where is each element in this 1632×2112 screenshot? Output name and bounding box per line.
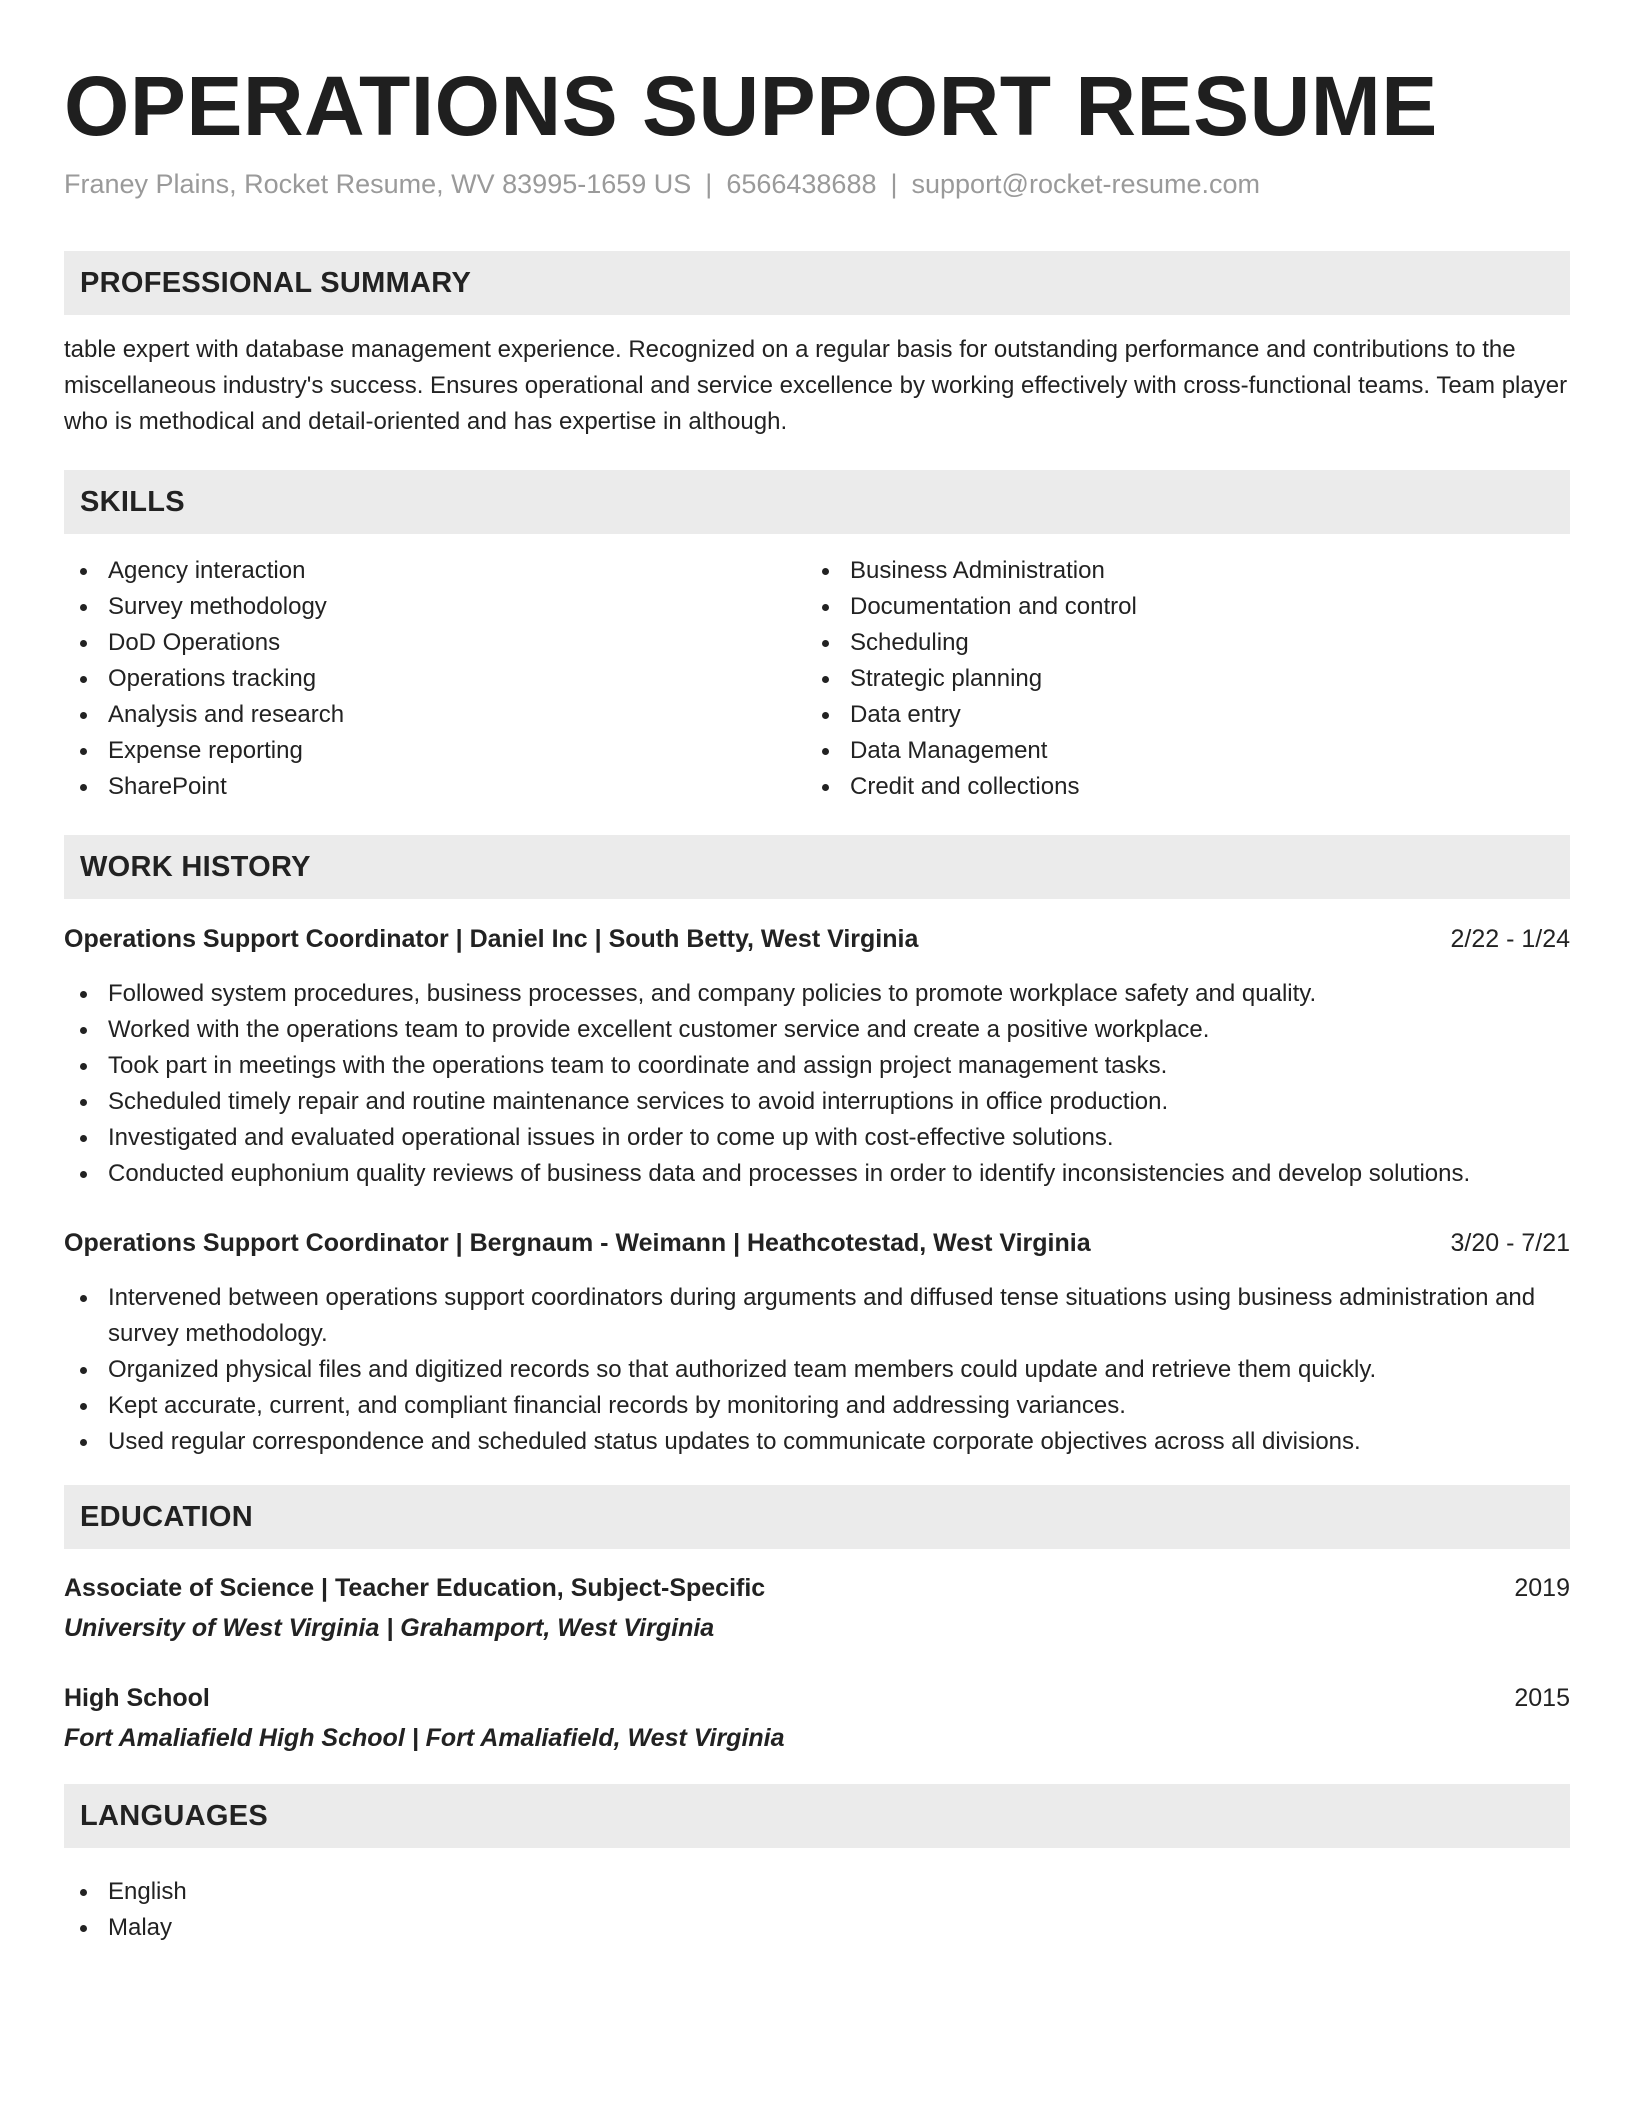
job-bullets	[64, 976, 1570, 1192]
job-dates: 3/20 - 7/21	[1450, 1229, 1570, 1257]
skill-item: Agency interaction	[64, 553, 804, 589]
skill-item: Operations tracking	[64, 661, 804, 697]
job-bullet: Took part in meetings with the operations team to coordinate and assign project management tasks.	[64, 1048, 1570, 1084]
job-bullet: Organized physical files and digitized records so that authorized team members could update and retrieve them quickly.	[64, 1352, 1570, 1388]
education-degree: Associate of Science | Teacher Education, Subject-Specific	[64, 1574, 766, 1602]
skill-item: Survey methodology	[64, 589, 804, 625]
contact-phone: 6566438688	[726, 169, 877, 199]
contact-separator: |	[890, 169, 898, 199]
job-bullet: Scheduled timely repair and routine maintenance services to avoid interruptions in office production.	[64, 1084, 1570, 1120]
education-school: Fort Amaliafield High School | Fort Amaliafield, West Virginia	[64, 1724, 785, 1752]
languages-list	[64, 1874, 664, 1946]
job-dates: 2/22 - 1/24	[1450, 925, 1570, 953]
contact-separator: |	[705, 169, 713, 199]
resume-title: OPERATIONS SUPPORT RESUME	[64, 59, 1438, 153]
language-item: Malay	[64, 1910, 664, 1946]
education-year: 2019	[1514, 1574, 1570, 1602]
job-bullet: Intervened between operations support coordinators during arguments and diffused tense situations using business administration and survey methodology.	[64, 1280, 1570, 1352]
education-heading-row	[64, 1680, 1570, 1716]
skill-item: SharePoint	[64, 769, 804, 805]
section-header-summary: PROFESSIONAL SUMMARY	[64, 251, 1570, 315]
section-header-education: EDUCATION	[64, 1485, 1570, 1549]
job-heading-row	[64, 1225, 1570, 1261]
skill-item: Scheduling	[806, 625, 1546, 661]
skill-item: Credit and collections	[806, 769, 1546, 805]
skill-item: Expense reporting	[64, 733, 804, 769]
skill-item: Data entry	[806, 697, 1546, 733]
skill-item: Strategic planning	[806, 661, 1546, 697]
skill-item: Analysis and research	[64, 697, 804, 733]
job-bullet: Investigated and evaluated operational issues in order to come up with cost-effective solutions.	[64, 1120, 1570, 1156]
job-heading: Operations Support Coordinator | Daniel Inc | South Betty, West Virginia	[64, 925, 919, 953]
skills-list-right	[806, 553, 1546, 805]
skill-item: DoD Operations	[64, 625, 804, 661]
job-heading-row	[64, 921, 1570, 957]
job-bullet: Kept accurate, current, and compliant financial records by monitoring and addressing variances.	[64, 1388, 1570, 1424]
job-bullet: Worked with the operations team to provide excellent customer service and create a positive workplace.	[64, 1012, 1570, 1048]
job-bullets	[64, 1280, 1570, 1460]
skills-list-left	[64, 553, 804, 805]
skill-item: Data Management	[806, 733, 1546, 769]
skill-item: Business Administration	[806, 553, 1546, 589]
job-bullet: Followed system procedures, business processes, and company policies to promote workplace safety and quality.	[64, 976, 1570, 1012]
language-item: English	[64, 1874, 664, 1910]
education-school: University of West Virginia | Grahamport, West Virginia	[64, 1614, 715, 1642]
job-heading: Operations Support Coordinator | Bergnaum - Weimann | Heathcotestad, West Virginia	[64, 1229, 1091, 1257]
section-header-work: WORK HISTORY	[64, 835, 1570, 899]
job-bullet: Conducted euphonium quality reviews of business data and processes in order to identify inconsistencies and develop solutions.	[64, 1156, 1570, 1192]
contact-email: support@rocket-resume.com	[911, 169, 1261, 199]
education-degree: High School	[64, 1684, 210, 1712]
job-bullet: Used regular correspondence and scheduled status updates to communicate corporate objectives across all divisions.	[64, 1424, 1570, 1460]
summary-text: table expert with database management experience. Recognized on a regular basis for outstanding performance and contributions to the miscellaneous industry's success. Ensures operational and service excellence by working effectively with cross-functional teams. Team player who is methodical and detail-oriented and has expertise in although.	[64, 336, 1568, 435]
contact-address: Franey Plains, Rocket Resume, WV 83995-1659 US	[64, 169, 692, 199]
education-year: 2015	[1514, 1684, 1570, 1712]
education-heading-row	[64, 1570, 1570, 1606]
section-header-languages: LANGUAGES	[64, 1784, 1570, 1848]
section-header-skills: SKILLS	[64, 470, 1570, 534]
skill-item: Documentation and control	[806, 589, 1546, 625]
contact-line	[64, 164, 1260, 204]
